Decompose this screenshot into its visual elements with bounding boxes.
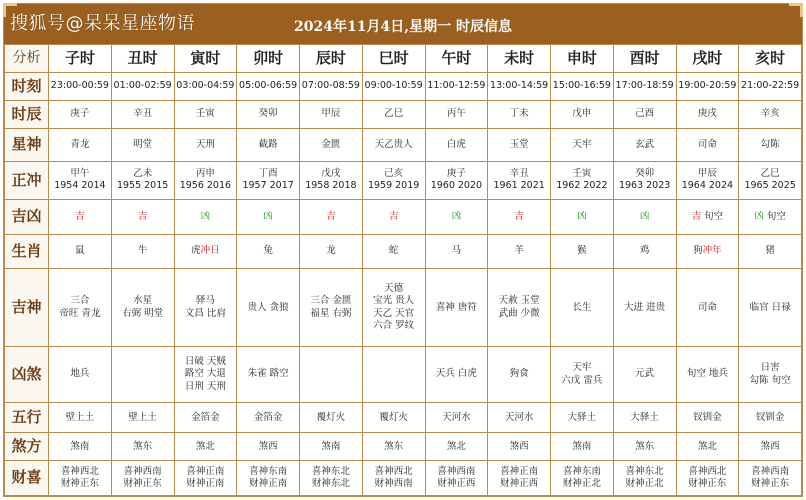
caixi-line: 喜神西南 <box>123 465 162 477</box>
caixi-line: 喜神东北 <box>625 465 664 477</box>
xingshen-cell: 玄武 <box>613 129 676 161</box>
chong-cell <box>111 161 174 200</box>
shafang-cell: 煞东 <box>613 433 676 461</box>
chong-line: 1958 2018 <box>305 180 357 192</box>
wuxing-cell: 壁上土 <box>49 403 112 433</box>
zodiac-animal: 猪 <box>765 245 775 257</box>
column-header: 未时 <box>488 45 551 73</box>
jixiong-cell <box>739 200 802 235</box>
jishen-line: 天德 <box>384 283 404 294</box>
shafang-cell: 煞北 <box>676 433 739 461</box>
jishen-line: 福星 右弼 <box>310 307 352 319</box>
xiongsha-cell <box>425 347 488 403</box>
jixiong-cell <box>237 200 300 235</box>
caixi-line: 财神正东 <box>123 478 162 490</box>
xiongsha-cell <box>613 347 676 403</box>
zodiac-animal: 龙 <box>326 245 336 257</box>
caixi-line: 财神西南 <box>374 478 413 490</box>
shichen-cell: 丁未 <box>488 101 551 129</box>
zodiac-animal: 蛇 <box>388 245 399 257</box>
time-cell: 01:00-02:59 <box>111 73 174 101</box>
chong-line: 壬寅 <box>572 168 592 180</box>
xiongsha-cell <box>739 347 802 403</box>
jishen-cell <box>111 269 174 347</box>
caixi-cell <box>739 461 802 496</box>
title-bar <box>4 4 802 44</box>
corner-ornament-right <box>789 3 803 17</box>
caixi-line: 财神正南 <box>249 478 288 490</box>
row-label: 时辰 <box>5 101 49 129</box>
ji-mark: 吉 <box>326 210 336 222</box>
time-cell: 23:00-00:59 <box>49 73 112 101</box>
jishen-cell <box>174 269 237 347</box>
xiongsha-cell <box>676 347 739 403</box>
shengxiao-cell <box>49 234 112 269</box>
xingshen-cell: 司命 <box>676 129 739 161</box>
wuxing-row <box>5 403 802 433</box>
chong-line: 1961 2021 <box>493 180 545 192</box>
xiongsha-cell <box>362 347 425 403</box>
caixi-line: 喜神西北 <box>60 465 99 477</box>
caixi-line: 财神正东 <box>60 478 99 490</box>
time-row <box>5 73 802 101</box>
shichen-cell: 戊申 <box>551 101 614 129</box>
jishen-line: 喜神 唐符 <box>435 301 477 313</box>
chong-cell <box>49 161 112 200</box>
wuxing-cell: 天河水 <box>425 403 488 433</box>
time-cell: 05:00-06:59 <box>237 73 300 101</box>
xiongsha-cell <box>488 347 551 403</box>
chong-cell <box>362 161 425 200</box>
chong-line: 1964 2024 <box>681 180 734 192</box>
jishen-line: 长生 <box>572 301 592 313</box>
jishen-line: 司命 <box>697 301 717 313</box>
chong-line: 乙巳 <box>760 168 780 180</box>
wuxing-cell: 壁上土 <box>111 403 174 433</box>
jishen-line: 贵人 贪狼 <box>247 301 289 313</box>
wuxing-cell: 天河水 <box>488 403 551 433</box>
chong-cell <box>174 161 237 200</box>
shafang-cell: 煞西 <box>237 433 300 461</box>
chong-line: 癸卯 <box>635 168 655 180</box>
shengxiao-cell <box>174 234 237 269</box>
xiong-mark: 凶 <box>754 210 764 222</box>
chong-line: 1959 2019 <box>367 180 420 192</box>
jishen-line: 驿马 <box>195 295 215 307</box>
zodiac-animal: 虎 <box>191 245 201 257</box>
chong-cell <box>551 161 614 200</box>
shichen-table <box>4 44 802 496</box>
xiongsha-line: 日害 <box>760 362 780 374</box>
time-cell: 13:00-14:59 <box>488 73 551 101</box>
jishen-cell <box>613 269 676 347</box>
wuxing-cell: 金箔金 <box>237 403 300 433</box>
chong-row <box>5 161 802 200</box>
caixi-line: 喜神正南 <box>186 465 225 477</box>
caixi-cell <box>551 461 614 496</box>
shichen-cell: 己酉 <box>613 101 676 129</box>
xiongsha-line: 路空 大退 <box>184 368 226 380</box>
shafang-cell: 煞南 <box>551 433 614 461</box>
jishen-cell <box>739 269 802 347</box>
page-frame <box>3 3 803 497</box>
caixi-line: 喜神东北 <box>311 465 350 477</box>
caixi-line: 财神正南 <box>186 478 225 490</box>
shengxiao-cell <box>739 234 802 269</box>
shichen-cell: 庚戌 <box>676 101 739 129</box>
caixi-line: 财神正西 <box>437 478 476 490</box>
column-header: 丑时 <box>111 45 174 73</box>
shafang-cell: 煞东 <box>362 433 425 461</box>
shichen-cell: 乙巳 <box>362 101 425 129</box>
xiongsha-cell <box>237 347 300 403</box>
column-header: 卯时 <box>237 45 300 73</box>
xiong-mark: 凶 <box>200 210 211 222</box>
shafang-cell: 煞北 <box>174 433 237 461</box>
xingshen-cell: 勾陈 <box>739 129 802 161</box>
wuxing-cell: 大驿土 <box>613 403 676 433</box>
time-cell: 07:00-08:59 <box>300 73 363 101</box>
zodiac-animal: 马 <box>451 245 462 257</box>
wuxing-cell: 大驿土 <box>551 403 614 433</box>
time-cell: 17:00-18:59 <box>613 73 676 101</box>
jixiong-cell <box>362 200 425 235</box>
caixi-line: 财神正西 <box>500 478 539 490</box>
shafang-cell: 煞南 <box>49 433 112 461</box>
jishen-line: 三合 <box>70 295 90 307</box>
caixi-cell <box>111 461 174 496</box>
jishen-cell <box>676 269 739 347</box>
shichen-cell: 丙午 <box>425 101 488 129</box>
jishen-line: 水星 <box>133 295 153 307</box>
column-header: 子时 <box>49 45 112 73</box>
xingshen-cell: 明堂 <box>111 129 174 161</box>
chong-line: 甲辰 <box>697 168 717 180</box>
jishen-line: 武曲 少微 <box>498 307 540 319</box>
wuxing-cell: 覆灯火 <box>300 403 363 433</box>
zodiac-animal: 兔 <box>263 245 273 257</box>
xiongsha-line: 狗食 <box>509 368 529 380</box>
chong-line: 丁酉 <box>258 168 278 180</box>
column-header: 辰时 <box>300 45 363 73</box>
jishen-line: 右弼 明堂 <box>122 307 164 319</box>
xingshen-cell: 天牢 <box>551 129 614 161</box>
zodiac-animal: 羊 <box>514 245 524 257</box>
jixiong-cell <box>49 200 112 235</box>
jishen-line: 三合 金匮 <box>310 295 352 307</box>
shengxiao-cell <box>425 234 488 269</box>
wuxing-cell: 金箔金 <box>174 403 237 433</box>
chong-line: 辛丑 <box>509 168 529 180</box>
zodiac-animal: 牛 <box>137 245 148 257</box>
chong-line: 1960 2020 <box>430 180 483 192</box>
chong-mark: 冲年 <box>702 245 722 257</box>
jixiong-cell <box>676 200 739 235</box>
xingshen-cell: 天乙贵人 <box>362 129 425 161</box>
xiongsha-cell <box>111 347 174 403</box>
caixi-line: 喜神西北 <box>374 465 413 477</box>
xunkong-mark: 旬空 <box>701 210 724 222</box>
shichen-row <box>5 101 802 129</box>
chong-line: 1955 2015 <box>116 180 169 192</box>
wuxing-cell: 钗钏金 <box>739 403 802 433</box>
xiongsha-line: 勾陈 旬空 <box>749 374 791 386</box>
xiong-mark: 凶 <box>451 210 462 222</box>
jishen-cell <box>551 269 614 347</box>
xunkong-mark: 旬空 <box>763 210 786 222</box>
chong-line: 1956 2016 <box>179 180 232 192</box>
ji-mark: 吉 <box>137 210 148 222</box>
shichen-cell: 癸卯 <box>237 101 300 129</box>
caixi-line: 财神正北 <box>625 478 664 490</box>
row-label: 正冲 <box>5 161 49 200</box>
shafang-cell: 煞南 <box>300 433 363 461</box>
jixiong-cell <box>488 200 551 235</box>
row-label: 吉凶 <box>5 200 49 235</box>
row-label: 财喜 <box>5 461 49 496</box>
chong-line: 1962 2022 <box>556 180 608 192</box>
shengxiao-cell <box>551 234 614 269</box>
wuxing-cell: 覆灯火 <box>362 403 425 433</box>
time-cell: 11:00-12:59 <box>425 73 488 101</box>
shengxiao-cell <box>300 234 363 269</box>
jixiong-cell <box>111 200 174 235</box>
wuxing-cell: 钗钏金 <box>676 403 739 433</box>
shengxiao-cell <box>488 234 551 269</box>
caixi-cell <box>362 461 425 496</box>
jishen-line: 六合 罗纹 <box>373 320 415 332</box>
xiong-mark: 凶 <box>639 210 650 222</box>
jixiong-row <box>5 200 802 235</box>
caixi-line: 财神东北 <box>311 478 350 490</box>
column-header: 午时 <box>425 45 488 73</box>
xiongsha-line: 天牢 <box>572 362 592 374</box>
shichen-cell: 甲辰 <box>300 101 363 129</box>
shafang-cell: 煞西 <box>488 433 551 461</box>
xiongsha-cell <box>300 347 363 403</box>
jishen-line: 天乙 天官 <box>373 307 415 319</box>
xingshen-cell: 玉堂 <box>488 129 551 161</box>
caixi-line: 财神正北 <box>562 478 601 490</box>
caixi-line: 财神正东 <box>688 478 727 490</box>
row-label: 吉神 <box>5 269 49 347</box>
xingshen-cell: 白虎 <box>425 129 488 161</box>
caixi-cell <box>676 461 739 496</box>
xiongsha-line: 地兵 <box>70 368 90 380</box>
chong-line: 丙申 <box>195 168 215 180</box>
caixi-line: 喜神东南 <box>249 465 288 477</box>
xiongsha-line: 元武 <box>635 368 655 380</box>
caixi-line: 喜神正南 <box>500 465 539 477</box>
jishen-cell <box>362 269 425 347</box>
chong-cell <box>488 161 551 200</box>
xingshen-row <box>5 129 802 161</box>
shafang-row <box>5 433 802 461</box>
shengxiao-cell <box>676 234 739 269</box>
shafang-cell: 煞东 <box>111 433 174 461</box>
shengxiao-cell <box>362 234 425 269</box>
xiong-mark: 凶 <box>263 210 273 222</box>
chong-cell <box>739 161 802 200</box>
row-label: 时刻 <box>5 73 49 101</box>
caixi-line: 财神正东 <box>751 478 790 490</box>
shengxiao-cell <box>111 234 174 269</box>
row-label: 星神 <box>5 129 49 161</box>
jishen-cell <box>425 269 488 347</box>
row-label: 煞方 <box>5 433 49 461</box>
jishen-line: 临官 日禄 <box>749 301 791 313</box>
ji-mark: 吉 <box>75 210 85 222</box>
jishen-cell <box>300 269 363 347</box>
shichen-cell: 辛丑 <box>111 101 174 129</box>
shengxiao-row <box>5 234 802 269</box>
xiongsha-line: 日刑 天刑 <box>184 380 226 392</box>
chong-line: 甲午 <box>70 168 90 180</box>
caixi-line: 喜神西南 <box>437 465 476 477</box>
column-header: 亥时 <box>739 45 802 73</box>
xiongsha-cell <box>174 347 237 403</box>
zodiac-animal: 鼠 <box>75 245 85 257</box>
chong-cell <box>613 161 676 200</box>
chong-cell <box>676 161 739 200</box>
zodiac-animal: 鸡 <box>639 245 650 257</box>
jixiong-cell <box>425 200 488 235</box>
time-cell: 19:00-20:59 <box>676 73 739 101</box>
zodiac-animal: 猴 <box>577 245 587 257</box>
xiongsha-line: 朱雀 路空 <box>247 368 289 380</box>
xiongsha-cell <box>49 347 112 403</box>
xingshen-cell: 天刑 <box>174 129 237 161</box>
xiongsha-line: 日破 天贼 <box>184 356 226 368</box>
page-title: 2024年11月4日,星期一 时辰信息 <box>294 19 512 35</box>
chong-line: 戊戌 <box>321 168 341 180</box>
jixiong-cell <box>551 200 614 235</box>
chong-line: 庚子 <box>446 168 466 180</box>
jixiong-cell <box>613 200 676 235</box>
chong-line: 1963 2023 <box>618 180 671 192</box>
jishen-row <box>5 269 802 347</box>
jishen-cell <box>488 269 551 347</box>
jishen-line: 天赦 玉堂 <box>498 295 540 307</box>
ji-mark: 吉 <box>514 210 524 222</box>
zodiac-animal: 狗 <box>693 245 703 257</box>
jishen-cell <box>237 269 300 347</box>
caixi-cell <box>425 461 488 496</box>
xiongsha-cell <box>551 347 614 403</box>
xiongsha-line: 六戊 雷兵 <box>561 374 603 386</box>
jishen-line: 宝光 贵人 <box>373 295 415 307</box>
jixiong-cell <box>300 200 363 235</box>
jishen-line: 文昌 比肩 <box>184 307 226 319</box>
caixi-line: 喜神西北 <box>688 465 727 477</box>
caixi-cell <box>300 461 363 496</box>
caixi-row <box>5 461 802 496</box>
row-label: 生肖 <box>5 234 49 269</box>
caixi-cell <box>237 461 300 496</box>
shengxiao-cell <box>237 234 300 269</box>
shichen-cell: 庚子 <box>49 101 112 129</box>
xiongsha-row <box>5 347 802 403</box>
time-cell: 15:00-16:59 <box>551 73 614 101</box>
ji-mark: 吉 <box>388 210 399 222</box>
jishen-cell <box>49 269 112 347</box>
row-label: 凶煞 <box>5 347 49 403</box>
ji-mark: 吉 <box>691 210 702 222</box>
column-header: 寅时 <box>174 45 237 73</box>
column-header: 戌时 <box>676 45 739 73</box>
xiongsha-line: 天兵 白虎 <box>435 368 477 380</box>
chong-line: 1957 2017 <box>242 180 294 192</box>
jishen-line: 大进 进贵 <box>624 301 666 313</box>
row-label: 分析 <box>5 45 49 73</box>
jishen-line: 帝旺 青龙 <box>59 307 101 319</box>
row-label: 五行 <box>5 403 49 433</box>
xingshen-cell: 截路 <box>237 129 300 161</box>
watermark-text: 搜狐号@呆呆星座物语 <box>10 13 195 34</box>
caixi-line: 喜神西南 <box>751 465 790 477</box>
caixi-cell <box>174 461 237 496</box>
jixiong-cell <box>174 200 237 235</box>
time-cell: 09:00-10:59 <box>362 73 425 101</box>
chong-cell <box>237 161 300 200</box>
xingshen-cell: 金匮 <box>300 129 363 161</box>
time-cell: 03:00-04:59 <box>174 73 237 101</box>
column-header: 酉时 <box>613 45 676 73</box>
shengxiao-cell <box>613 234 676 269</box>
caixi-cell <box>488 461 551 496</box>
chong-mark: 冲日 <box>200 245 220 257</box>
caixi-cell <box>49 461 112 496</box>
chong-cell <box>300 161 363 200</box>
shafang-cell: 煞西 <box>739 433 802 461</box>
chong-line: 1954 2014 <box>54 180 106 192</box>
chong-line: 己亥 <box>384 168 404 180</box>
chong-cell <box>425 161 488 200</box>
caixi-line: 喜神东南 <box>562 465 601 477</box>
xiong-mark: 凶 <box>577 210 587 222</box>
shafang-cell: 煞北 <box>425 433 488 461</box>
chong-line: 乙未 <box>133 168 153 180</box>
chong-line: 1965 2025 <box>744 180 796 192</box>
time-cell: 21:00-22:59 <box>739 73 802 101</box>
xingshen-cell: 青龙 <box>49 129 112 161</box>
header-row <box>5 45 802 73</box>
shichen-cell: 辛亥 <box>739 101 802 129</box>
shichen-cell: 壬寅 <box>174 101 237 129</box>
xiongsha-line: 旬空 地兵 <box>686 368 728 380</box>
column-header: 巳时 <box>362 45 425 73</box>
caixi-cell <box>613 461 676 496</box>
column-header: 申时 <box>551 45 614 73</box>
